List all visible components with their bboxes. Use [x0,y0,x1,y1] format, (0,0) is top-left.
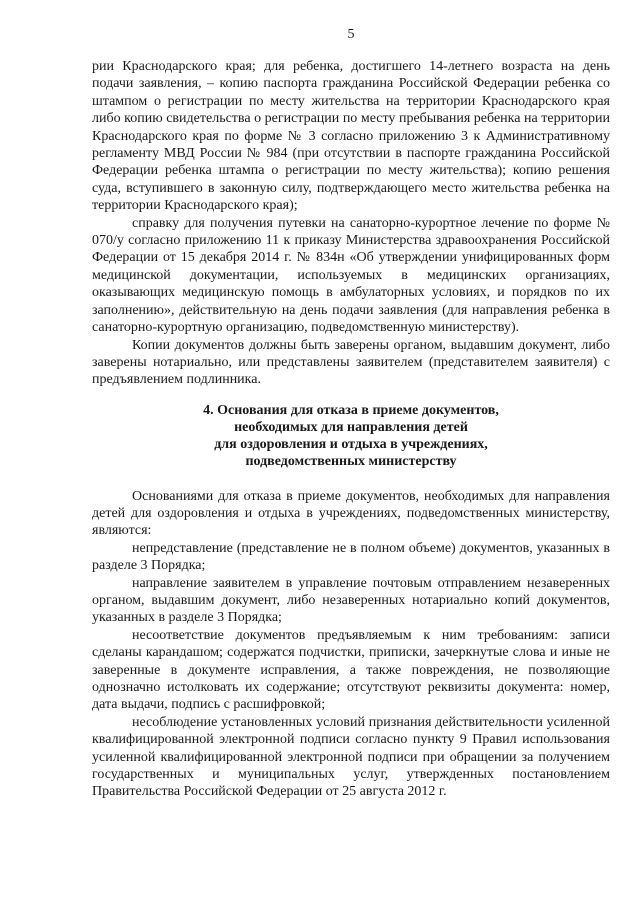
paragraph-refusal-signature: несоблюдение установленных условий признания действительности усиленной квалифицированной электронной подписи согласно пункту 9 Правил использования усиленной квалифицированной электронной подписи при обращении за получением государственных и муниципальных услуг, утвержденных постановлением Правительства Российской Федерации от 25 августа 2012 г. [92,714,610,800]
paragraph-medical-certificate: справку для получения путевки на санаторно-курортное лечение по форме № 070/у согласно приложению 11 к приказу Министерства здравоохранения Российской Федерации от 15 декабря 2014 г. № 834н «Об утверждении унифицированных форм медицинской документации, используемых в медицинских организациях, оказывающих медицинскую помощь в амбулаторных условиях, и порядков по их заполнению», действительную на день подачи заявления (для направления ребенка в санаторно-курортную организацию, подведомственную министерству). [92,215,610,336]
section-heading [92,402,610,471]
section-heading-line: необходимых для направления детей [234,419,468,435]
paragraph-refusal-nonconformity: несоответствие документов предъявляемым к ним требованиям: записи сделаны карандашом; содержатся подчистки, приписки, зачеркнутые слова и иные не заверенные в документе исправления, а также повреждения, не позволяющие однозначно истолковать их содержание; отсутствуют реквизиты документа: номер, дата выдачи, подпись с расшифровкой; [92,627,610,713]
section-heading-line: для оздоровления и отдыха в учреждениях, [214,437,488,453]
section-heading-line: 4. Основания для отказа в приеме документов, [203,402,499,418]
paragraph-refusal-incomplete: непредставление (представление не в полном объеме) документов, указанных в разделе 3 Порядка; [92,540,610,574]
page-number: 5 [347,27,355,42]
paragraph-residence-documents: рии Краснодарского края; для ребенка, достигшего 14-летнего возраста на день подачи заявления, – копию паспорта гражданина Российской Федерации ребенка со штампом о регистрации по месту жительства на территории Краснодарского края либо копию свидетельства о регистрации по месту пребывания ребенка на территории Краснодарского края по форме № 3 согласно приложению 3 к Административному регламенту МВД России № 984 (при отсутствии в паспорте гражданина Российской Федерации ребенка штампа о регистрации по месту жительства); копию решения суда, вступившего в законную силу, подтверждающего место жительства ребенка на территории Краснодарского края); [92,59,610,214]
paragraph-copy-certification: Копии документов должны быть заверены органом, выдавшим документ, либо заверены нотариально, или представлены заявителем (представителем заявителя) с предъявлением подлинника. [92,337,610,388]
section-heading-line: подведомственных министерству [245,454,457,470]
paragraph-refusal-uncertified-copies: направление заявителем в управление почтовым отправлением незаверенных органом, выдавшим документ, либо незаверенных нотариально копий документов, указанных в разделе 3 Порядка; [92,575,610,626]
paragraph-refusal-grounds-intro: Основаниями для отказа в приеме документов, необходимых для направления детей для оздоровления и отдыха в учреждениях, подведомственных министерству, являются: [92,488,610,539]
